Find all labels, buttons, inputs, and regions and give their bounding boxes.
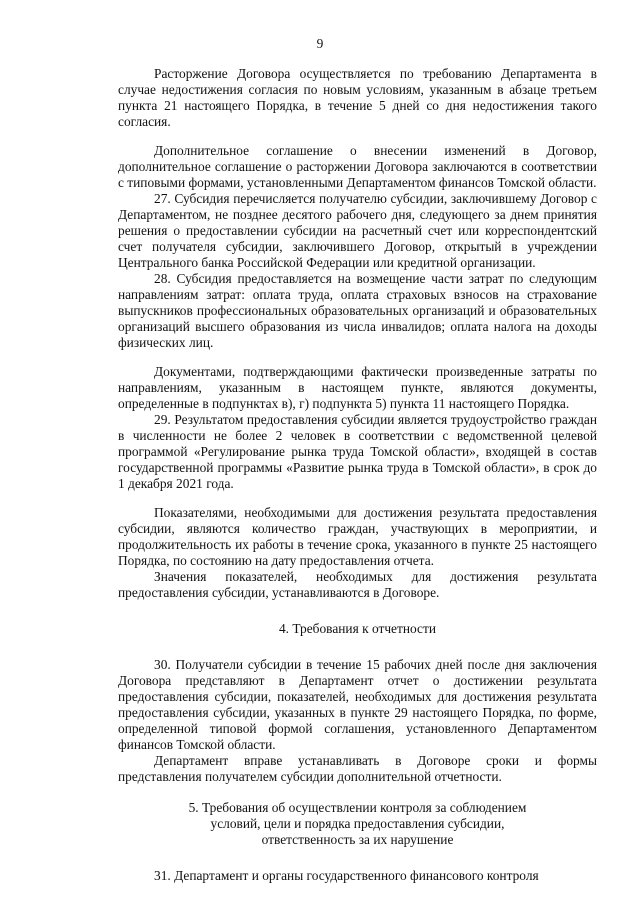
paragraph-gap: [118, 351, 597, 364]
paragraph-documents: Документами, подтверждающими фактически произведенные затраты по направлениям, указанным в настоящем пункте, являются документы, определенные в подпунктах в), г) подпункта 5) пункта 11 настоящего Порядка.: [118, 364, 597, 411]
paragraph-28: 28. Субсидия предоставляется на возмещение части затрат по следующим направлениям затрат: оплата труда, оплата страховых взносов на страхование выпускников профессиональных образовательных организаций и образовательных организаций высшего образования из числа инвалидов; оплата налога на доходы физических лиц.: [118, 271, 597, 350]
paragraph-gap: [118, 492, 597, 505]
section-5-heading-line-1: 5. Требования об осуществлении контроля за соблюдением: [188, 800, 527, 815]
document-body: [118, 66, 597, 884]
section-gap: [118, 848, 597, 868]
paragraph-additional-reporting: Департамент вправе устанавливать в Договоре сроки и формы представления получателем субсидии дополнительной отчетности.: [118, 753, 597, 784]
paragraph-termination: Расторжение Договора осуществляется по требованию Департамента в случае недостижения согласия по новым условиям, указанным в абзаце третьем пункта 21 настоящего Порядка, в течение 5 дней со дня недостижения такого согласия.: [118, 66, 597, 129]
paragraph-29: 29. Результатом предоставления субсидии является трудоустройство граждан в численности не более 2 человек в соответствии с ведомственной целевой программой «Регулирование рынка труда Томской области», входящей в состав государственной программы «Развитие рынка труда в Томской области», в срок до 1 декабря 2021 года.: [118, 412, 597, 491]
section-gap: [118, 601, 597, 621]
paragraph-30: 30. Получатели субсидии в течение 15 рабочих дней после дня заключения Договора представляют в Департамент отчет о достижении результата предоставления субсидии, показателей, необходимых для достижения результата предоставления субсидии, указанных в пункте 29 настоящего Порядка, по форме, определенной типовой формой соглашения, установленного Департаментом финансов Томской области.: [118, 657, 597, 752]
paragraph-additional-agreement: Дополнительное соглашение о внесении изменений в Договор, дополнительное соглашение о расторжении Договора заключаются в соответствии с типовыми формами, установленными Департаментом финансов Томской области.: [118, 143, 597, 190]
section-4-heading: 4. Требования к отчетности: [278, 621, 437, 636]
section-5-heading-line-2: условий, цели и порядка предоставления субсидии,: [210, 816, 505, 831]
paragraph-27: 27. Субсидия перечисляется получателю субсидии, заключившему Договор с Департаментом, не позднее десятого рабочего дня, следующего за днем принятия решения о предоставлении субсидии на расчетный счет или корреспондентский счет получателя субсидии, заключившего Договор, открытый в учреждении Центрального банка Российской Федерации или кредитной организации.: [118, 191, 597, 270]
paragraph-indicators: Показателями, необходимыми для достижения результата предоставления субсидии, являются количество граждан, участвующих в мероприятии, и продолжительность их работы в течение срока, указанного в пункте 25 настоящего Порядка, по состоянию на дату предоставления отчета.: [118, 505, 597, 568]
paragraph-indicator-values: Значения показателей, необходимых для достижения результата предоставления субсидии, устанавливаются в Договоре.: [118, 569, 597, 600]
paragraph-31: 31. Департамент и органы государственного финансового контроля: [154, 868, 539, 883]
section-5-heading-line-3: ответственность за их нарушение: [261, 832, 454, 847]
section-gap: [118, 785, 597, 800]
section-gap: [118, 637, 597, 657]
page-number: 9: [316, 36, 324, 51]
paragraph-gap: [118, 130, 597, 143]
